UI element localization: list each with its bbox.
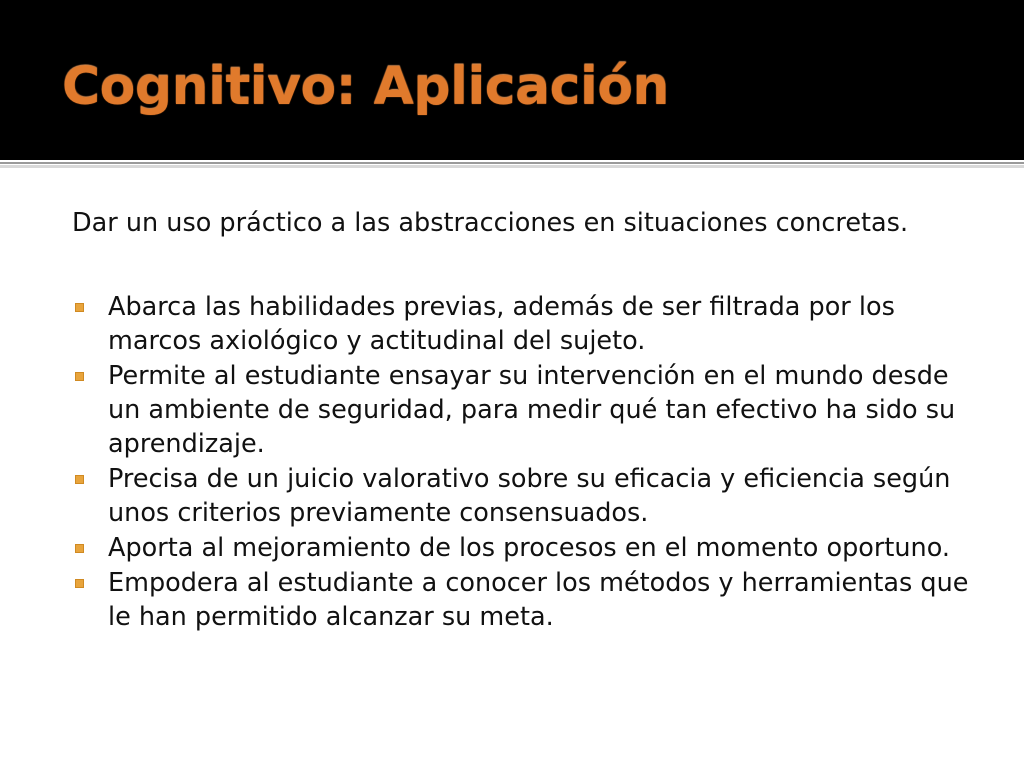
- bullet-item: [72, 290, 972, 358]
- bullet-text: Empodera al estudiante a conocer los métodos y herramientas que le han permitido alcanzar su meta.: [108, 568, 969, 632]
- bullet-item: [72, 531, 972, 565]
- square-bullet-icon: [75, 303, 84, 312]
- bullet-list: [72, 290, 972, 634]
- square-bullet-icon: [75, 544, 84, 553]
- bullet-text: Aporta al mejoramiento de los procesos en el momento oportuno.: [108, 533, 950, 563]
- slide-title: Cognitivo: Aplicación: [62, 57, 670, 117]
- square-bullet-icon: [75, 475, 84, 484]
- bullet-item: [72, 359, 972, 461]
- bullet-text: Abarca las habilidades previas, además de ser filtrada por los marcos axiológico y actitudinal del sujeto.: [108, 292, 895, 356]
- bullet-item: [72, 566, 972, 634]
- title-bar: [0, 0, 1024, 160]
- title-divider-thin: [0, 162, 1024, 164]
- square-bullet-icon: [75, 579, 84, 588]
- bullet-item: [72, 462, 972, 530]
- paragraph-spacer: [72, 240, 972, 290]
- bullet-text: Permite al estudiante ensayar su intervención en el mundo desde un ambiente de seguridad, para medir qué tan efectivo ha sido su aprendizaje.: [108, 361, 956, 459]
- square-bullet-icon: [75, 372, 84, 381]
- title-divider-thick: [0, 165, 1024, 168]
- bullet-text: Precisa de un juicio valorativo sobre su eficacia y eficiencia según unos criterios previamente consensuados.: [108, 464, 951, 528]
- intro-paragraph: Dar un uso práctico a las abstracciones en situaciones concretas.: [72, 208, 909, 238]
- slide-body: [72, 206, 972, 635]
